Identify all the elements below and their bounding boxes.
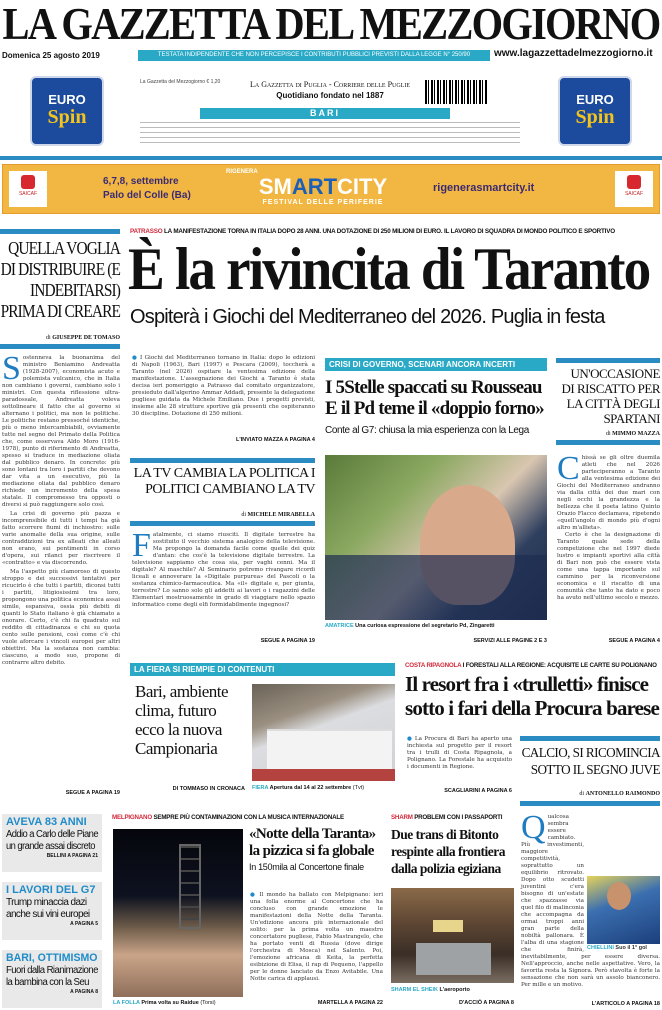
sharm-photo [391, 888, 514, 983]
politics-link[interactable]: SERVIZI ALLE PAGINE 2 E 3 [473, 638, 547, 644]
masthead-title: LA GAZZETTA DEL MEZZOGIORNO [2, 0, 660, 49]
calcio-caption: CHIELLINI Suo il 1° gol [587, 945, 647, 951]
banner-festival: FESTIVAL DELLE PERIFERIE [262, 199, 384, 206]
logo-text: Spin [47, 106, 87, 128]
fiera-caption: FIERA Apertura dal 14 al 22 settembre (Tvt) [252, 785, 365, 791]
politics-subhead: Conte al G7: chiusa la mia esperienza con la Lega [325, 425, 529, 436]
sparta-headline: UN'OCCASIONE DI RISCATTO PER LA CITTÀ DEGLI SPARTANI [561, 366, 660, 426]
sharm-link[interactable]: D'ACCIÒ A PAGINA 8 [459, 1000, 514, 1006]
brief-link[interactable]: A PAGINA 8 [70, 989, 98, 995]
brand-part: CITY [337, 174, 388, 199]
notte-caption: LA FOLLA Prima volta su Raidue (Torsi) [113, 1000, 216, 1006]
resort-kicker: COSTA RIPAGNOLA I FORESTALI ALLA REGIONE: ACQUISITE LE CARTE SU POLIGNANO [405, 662, 657, 669]
brief-title: BARI, OTTIMISMO [6, 952, 98, 964]
politics-photo [325, 455, 547, 620]
edition-label: BARI [200, 108, 450, 119]
barcode [425, 80, 487, 104]
divider [556, 358, 660, 363]
tv-body: Fatalmente, ci siamo riusciti. Il digitale terrestre ha sostituito il vecchio sistema analogico della televisione. Ma propongo la domanda facile come quelle dei quiz d'antan: che cos'è la televisione digitale terrestre. La televisione sappiamo che cosa sia, per vaghi cenni. Ma il digitale? Al maschile? Al Seminario potremo rivangare ricordi liceali e annoverare la «Digitale purpurea» del Pascoli o la sostanza chimico-farmaceutica. Ma «il» digitale e, per giunta, terrestre? Lo sanno solo gli addetti ai lavori o i ragazzini delle Elementari mostruosamente in grado di viaggiare nello spazio informatico come degli elfi formidabilmente ingegnosi? [132, 527, 315, 608]
chiellini-photo [587, 876, 660, 944]
eurospin-logo-left [30, 76, 104, 146]
brief-title: AVEVA 83 ANNI [6, 816, 87, 828]
calcio-body: CHIELLINI Suo il 1° gol Q ualcosa sembra essere cambiato. Più investimenti, maggiore competitività, soprattutto un equilibrio ritrovato. Dopo otto scudetti juventini c'era bisogno di un'estate che spazzasse via quel filo di malinconia che accompagna da ormai troppi anni gran parte della nobiltà pallonara. È l'alba di una stagione che finirà, inevitabilmente, per essere diversa. Nell'approccio, anche nelle aspettative. Vero, la favorita resta la Signora. Però stavolta è forte la sensazione che non sarà un assolo bianconero. Per mille e un motivo. [521, 809, 660, 988]
fiera-headline[interactable]: Bari, ambiente clima, futuro ecco la nuova Campionaria [135, 682, 229, 758]
lead-body: ● I Giochi del Mediterraneo tornano in Italia: dopo le edizioni di Napoli (1963), Bari (1997) e Pescara (2009), toccherà a Taranto (nel 2026) ospitare la ventesima edizione della manifestazione. L'assegnazione dei Giochi a Taranto è stata decisa ieri pomeriggio a Patrasso dal comitato organizzatore, presieduto dall'algerino Ammar Addadi, presente la delegazione pugliese guidata da Michele Emiliano. Due i progetti previsti, insieme alle 28 strutture sportive già presenti che ospiteranno 30 discipline. Dotazione di 250 milioni. [132, 355, 316, 417]
politics-headline[interactable]: I 5Stelle spaccati su Rousseau E il Pd teme il «doppio forno» [325, 377, 544, 419]
divider [556, 440, 660, 445]
brief-text: Addio a Carlo delle Piane un grande assai discreto [6, 829, 98, 852]
masthead-subtitle: La Gazzetta di Puglia - Corriere delle Puglie [249, 80, 411, 89]
drop-cap: S [2, 350, 21, 387]
divider [130, 458, 315, 463]
divider [520, 736, 660, 741]
notte-headline[interactable]: «Notte della Taranta» la pizzica si fa globale [249, 826, 376, 859]
notte-subhead: In 150mila al Concertone finale [249, 862, 364, 872]
politics-caption: AMATRICE Una curiosa espressione del segretario Pd, Zingaretti [325, 623, 495, 629]
sharm-headline[interactable]: Due trans di Bitonto respinte alla frontiera dalla polizia egiziana [391, 827, 505, 876]
resort-body: ● La Procura di Bari ha aperto una inchiesta sul progetto per il resort tra i trulli di Costa Ripagnola, a Polignano. La Forestale ha acquisito i documenti in Regione. [407, 736, 513, 770]
calcio-byline: di ANTONELLO RAIMONDO [579, 791, 660, 797]
saicaf-logo: SAICAF [615, 171, 653, 207]
banner-url[interactable]: rigenerasmartcity.it [433, 182, 535, 194]
editorial-link[interactable]: SEGUE A PAGINA 19 [65, 790, 120, 796]
banner-dates: 6,7,8, settembre [103, 176, 179, 187]
calcio-link[interactable]: L'ARTICOLO A PAGINA 18 [591, 1001, 660, 1007]
brand-part: SM [258, 174, 292, 199]
sparta-link[interactable]: SEGUE A PAGINA 4 [608, 638, 660, 644]
fiera-link[interactable]: DI TOMMASO IN CRONACA [172, 786, 245, 792]
drop-cap: F [132, 527, 151, 564]
divider [520, 801, 660, 806]
photo-shade [325, 555, 547, 620]
notte-body: ● Il mondo ha ballato con Melpignano: ieri una folla enorme al Concertone che ha concluso con grande emozione le manifestazioni della Notte della Taranta. Un'edizione ancora più internazionale del solito: per la prima volta un maestro concertatore pugliese, Fabio Mastrangelo, che ha portato venti di Russia (dove dirige l'orchestra di Mosca) nel Salento. Poi, l'emozione africana di Keita, la perfetta esibizione di Elisa, il rap di Pequeno, l'appello per le donne lanciato da Enzo Avitabile. Una Notte carica di applausi. [250, 892, 383, 982]
divider [0, 229, 120, 234]
saicaf-logo: SAICAF [9, 171, 47, 207]
tv-link[interactable]: SEGUE A PAGINA 19 [260, 638, 315, 644]
brief-link[interactable]: A PAGINA 5 [70, 921, 98, 927]
calcio-headline: CALCIO, SI RICOMINCIA SOTTO IL SEGNO JUVE [521, 746, 660, 778]
resort-link[interactable]: SCAGLIARINI A PAGINA 6 [444, 788, 512, 794]
tv-byline: di MICHELE MIRABELLA [241, 512, 315, 518]
notte-link[interactable]: MARTELLA A PAGINA 22 [317, 1000, 383, 1006]
banner-pre: RIGENERA [226, 169, 258, 175]
masthead-contacts [140, 122, 520, 144]
fiera-section: LA FIERA SI RIEMPIE DI CONTENUTI [130, 663, 395, 676]
price: La Gazzetta del Mezzogiorno € 1,20 [140, 79, 221, 85]
photo-entrance [416, 943, 491, 975]
brief-link[interactable]: BELLINI A PAGINA 21 [46, 853, 98, 859]
chiellini-figure [587, 876, 660, 952]
brief-item[interactable] [2, 814, 102, 872]
politics-section: CRISI DI GOVERNO, SCENARI ANCORA INCERTI [325, 358, 547, 371]
editorial-headline: QUELLA VOGLIA DI DISTRIBUIRE (E INDEBITARSI) PRIMA DI CREARE [0, 238, 120, 321]
sparta-byline: di MIMMO MAZZA [606, 431, 660, 437]
brief-title: I LAVORI DEL G7 [6, 884, 96, 896]
lead-link[interactable]: L'INVIATO MAZZA A PAGINA 4 [235, 437, 315, 443]
logo-text: Spin [575, 106, 615, 128]
photo-tents [267, 729, 392, 769]
divider [0, 156, 662, 160]
sparta-body: Chissà se gli oltre duemila atleti che nel 2026 parteciperanno a Taranto alla ventesima edizione dei Giochi del Mediterraneo andranno via dalla città dei due mari con negli occhi la grandezza e la bellezza che il poeta latino Quinto Orazio Flacco declamava, ripetendo «quell'angolo di mondo più d'ogni altro m'allieta». Certo è che la designazione di Taranto quale sede della competizione che nel 1997 diede lustro e impianti sportivi alla città di Bari non può che essere vista come una tappa importante sul cammino per la riconversione economica e il riscatto di una comunità che tanto ha dato e poco ha avuto nell'ultimo secolo e mezzo. [557, 450, 660, 601]
lead-kicker: PATRASSO LA MANIFESTAZIONE TORNA IN ITALIA DOPO 28 ANNI. UNA DOTAZIONE DI 250 MILIONI DI EURO. IL LAVORO DI SQUADRA DI MONDO POLITICO E SPORTIVO [130, 228, 615, 235]
fiera-photo [252, 684, 395, 781]
photo-face [607, 882, 631, 910]
brief-item[interactable] [2, 950, 102, 1008]
tv-headline: LA TV CAMBIA LA POLITICA I POLITICI CAMBIANO LA TV [133, 466, 315, 497]
eurospin-logo-right [558, 76, 632, 146]
editorial-byline: di GIUSEPPE DE TOMASO [46, 335, 120, 341]
notte-photo [113, 829, 243, 997]
resort-headline[interactable]: Il resort fra i «trulletti» finisce sotto i fari della Procura barese [405, 672, 659, 720]
photo-ground [252, 769, 395, 781]
brand-part: ART [291, 174, 338, 199]
brief-item[interactable] [2, 882, 102, 940]
photo-tower [179, 844, 201, 929]
ad-banner[interactable] [2, 164, 660, 214]
drop-cap: C [557, 450, 580, 487]
notte-kicker: MELPIGNANO SEMPRE PIÙ CONTAMINAZIONI CON LA MUSICA INTERNAZIONALE [112, 814, 344, 821]
divider [130, 521, 315, 526]
photo-sign [433, 920, 463, 932]
sharm-kicker: SHARM PROBLEMI CON I PASSAPORTI [391, 814, 503, 821]
website-link[interactable]: www.lagazzettadelmezzogiorno.it [494, 48, 653, 59]
lead-subhead: Ospiterà i Giochi del Mediterraneo del 2026. Puglia in festa [130, 306, 605, 328]
brief-text: Trump minaccia dazi anche sui vini europei [6, 897, 90, 920]
logo-text: EURO [576, 92, 614, 107]
sharm-caption: SHARM EL SHEIK L'aeroporto [391, 987, 470, 993]
banner-place: Palo del Colle (Ba) [103, 190, 191, 201]
founded-note: Quotidiano fondato nel 1887 [276, 91, 384, 100]
divider [0, 344, 120, 349]
drop-cap: Q [521, 809, 546, 846]
logo-text: EURO [48, 92, 86, 107]
issue-date: Domenica 25 agosto 2019 [2, 51, 100, 60]
editorial-body: Sostenneva la buonanima del ministro Beniamino Andreatta (1928-2007), economista acuto e polemista vulcanico, che in Italia non cambiano i governi, cambiano solo i ministri. Con questa riflessione ultra-paradossale, Andreatta voleva sottolineare il fatto che al governo si alternano i politici, ma non le politiche. Le politiche restano pressoché identiche, più o meno intercambiabili, ovviamente tutte nel segno del Primato della Politica che, come osservava Aldo Moro (1916-1978), punto di riferimento di Andreatta, spesso si traduce in mediazione oliata dal pubblico denaro. In concreto: più sono lontani tra loro i partiti che devono dar vita a un esecutivo, più la mediazione oliata dal pubblico denaro richiede un incremento della spesa statale. Il compromesso tra opposti o diversi si può raggiungere solo così. La crisi di governo più pazza e incomprensibile di tutti i tempi ha già fatto scorrere fiumi di inchiostro: sulle varie anomalie della sua origine, sulle contraddizioni tra ex alleati che alleati non erano, sui pentimenti in corso d'opera, sui rilanci per riscrivere il «contratto» e via discorrendo. Ma l'aspetto più clamoroso di questo stroppo e dei successivi tentativi per ricucirlo è che tutti i partiti, diconsi tutti i partiti, litigiosissimi tra loro, propongono una politica economica assai simile, espansiva, ossia più debiti di quanti lo Stato italiano è già chiamato a onorare. Certo, c'è chi fa quadrato sul reddito di cittadinanza e chi su quota cento sulle pensioni, così come c'è chi vuole aforcare i vincoli europei per altri obiettivi. Ma la sostanza non cambia: ciascuno, a modo suo, propone di contrarre altro debito. [2, 350, 120, 666]
brief-text: Fuori dalla Rianimazione la bambina con la Seu [6, 965, 98, 988]
smartcity-logo [218, 169, 428, 211]
independence-notice: TESTATA INDIPENDENTE CHE NON PERCEPISCE I CONTRIBUTI PUBBLICI PREVISTI DALLA LEGGE N° 250/90 [138, 50, 490, 61]
lead-headline[interactable]: È la rivincita di Taranto [128, 236, 650, 302]
